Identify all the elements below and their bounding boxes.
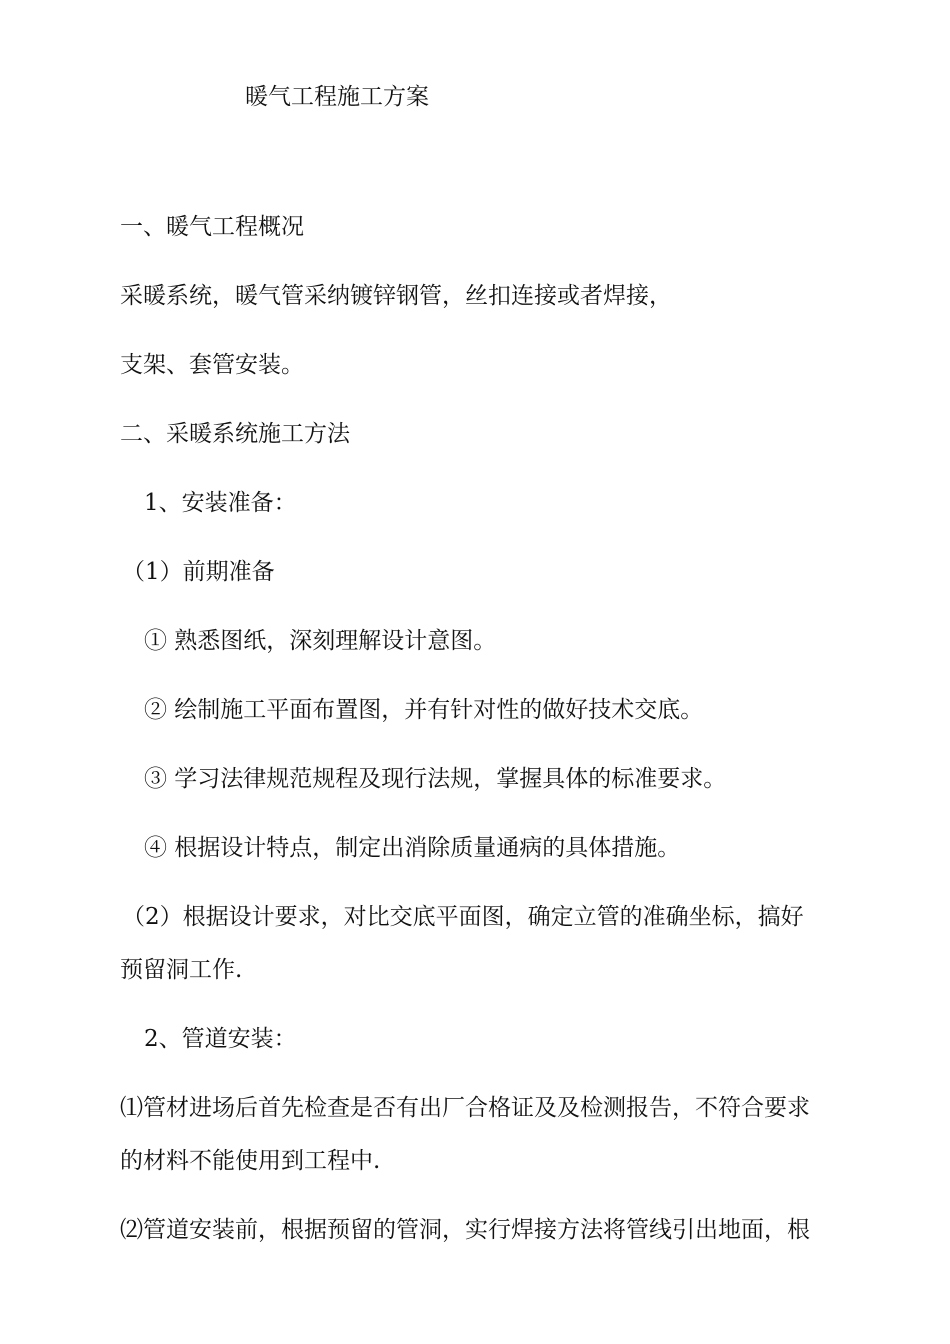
- paragraph-line: ⑴管材进场后首先检查是否有出厂合格证及及检测报告，不符合要求: [120, 1095, 810, 1121]
- paragraph-line: 采暖系统，暖气管采纳镀锌钢管，丝扣连接或者焊接，: [120, 283, 672, 309]
- paragraph-line: （2）根据设计要求，对比交底平面图，确定立管的准确坐标，搞好: [122, 904, 804, 930]
- list-item: ③ 学习法律规范规程及现行法规，掌握具体的标准要求。: [144, 766, 727, 792]
- subheading-preparation: 1、安装准备：: [144, 490, 297, 516]
- subheading-pipe-installation: 2、管道安装：: [144, 1026, 297, 1052]
- list-item: ② 绘制施工平面布置图，并有针对性的做好技术交底。: [144, 697, 704, 723]
- paragraph-line: ⑵管道安装前，根据预留的管洞，实行焊接方法将管线引出地面，根: [120, 1217, 810, 1243]
- item-early-preparation: （1）前期准备: [122, 559, 275, 585]
- paragraph-line: 预留洞工作.: [120, 957, 243, 983]
- paragraph-line: 支架、套管安装。: [120, 352, 304, 378]
- document-title: 暖气工程施工方案: [245, 84, 429, 110]
- paragraph-line: 的材料不能使用到工程中.: [120, 1148, 381, 1174]
- heading-overview: 一、暖气工程概况: [120, 214, 304, 240]
- heading-method: 二、采暖系统施工方法: [120, 421, 350, 447]
- list-item: ① 熟悉图纸，深刻理解设计意图。: [144, 628, 497, 654]
- list-item: ④ 根据设计特点，制定出消除质量通病的具体措施。: [144, 835, 681, 861]
